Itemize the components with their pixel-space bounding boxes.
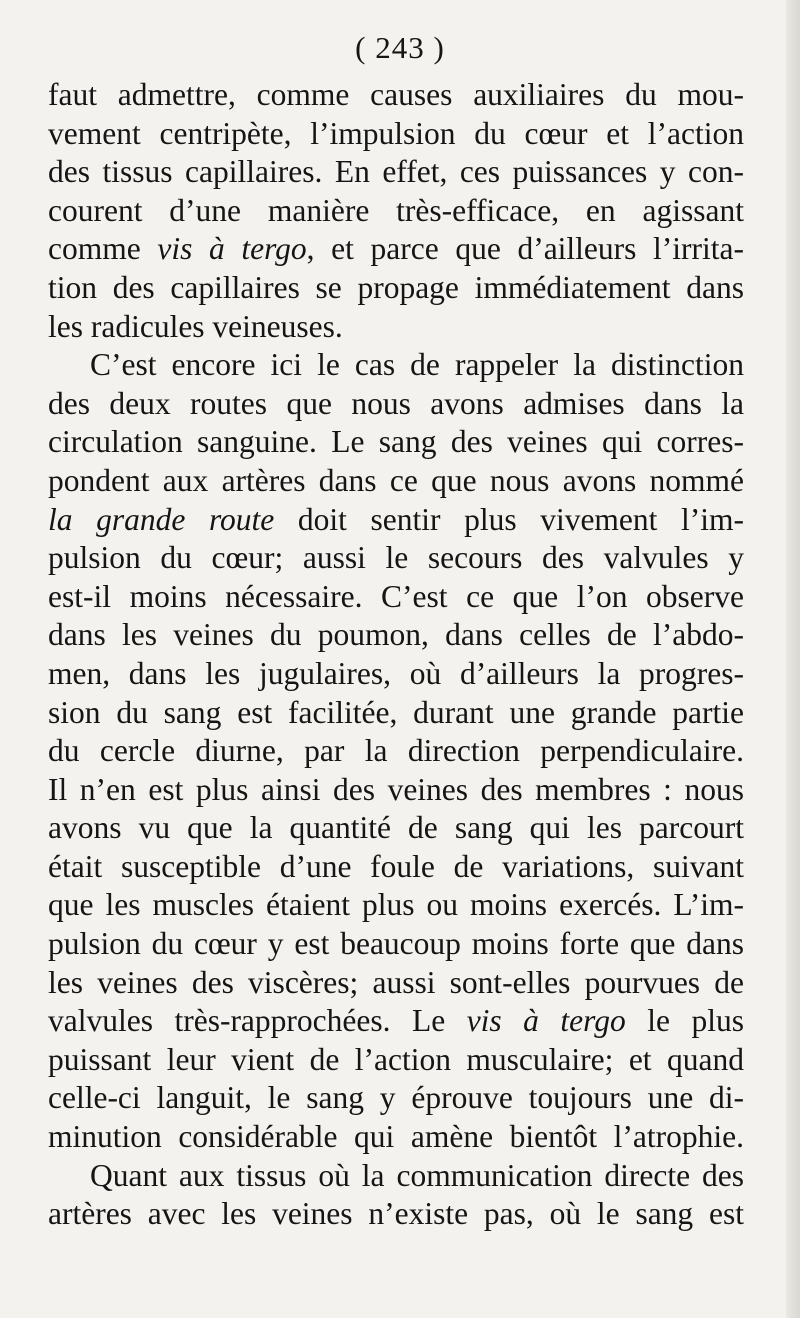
text-segment: du cercle diurne, par la direction perpendiculaire.	[48, 733, 744, 769]
text-line	[48, 269, 744, 308]
text-line	[48, 1002, 744, 1041]
italic-phrase: vis à tergo	[157, 231, 307, 267]
text-segment: valvules très-rapprochées. Le	[48, 1003, 467, 1039]
text-line	[48, 462, 744, 501]
text-line	[48, 385, 744, 424]
text-line	[48, 655, 744, 694]
text-line	[48, 925, 744, 964]
text-segment: artères avec les veines n’existe pas, où le sang est	[48, 1196, 744, 1232]
text-segment: C’est encore ici le cas de rappeler la distinction	[90, 347, 744, 383]
text-segment: tion des capillaires se propage immédiatement dans	[48, 269, 744, 305]
text-segment: vement centripète, l’impulsion du cœur et l’action	[48, 115, 744, 151]
body-text	[48, 76, 744, 1234]
text-line	[48, 1079, 744, 1118]
text-segment: comme	[48, 231, 158, 267]
text-segment: celle-ci languit, le sang y éprouve toujours une di-	[48, 1080, 744, 1116]
text-segment: dans les veines du poumon, dans celles de l’abdo-	[48, 617, 744, 653]
page-edge	[786, 0, 800, 1318]
text-segment: sion du sang est facilitée, durant une grande partie	[48, 694, 744, 730]
text-segment: les veines des viscères; aussi sont-elles pourvues de	[48, 964, 744, 1000]
text-line	[48, 732, 744, 771]
text-line	[48, 1195, 744, 1234]
text-segment: des tissus capillaires. En effet, ces puissances y con-	[48, 154, 744, 190]
text-line	[48, 848, 744, 887]
text-line	[48, 153, 744, 192]
text-segment: était susceptible d’une foule de variations, suivant	[48, 848, 744, 884]
text-segment: pulsion du cœur y est beaucoup moins forte que dans	[48, 926, 744, 962]
text-segment: puissant leur vient de l’action musculaire; et quand	[48, 1041, 744, 1077]
text-line	[48, 230, 744, 269]
text-line	[48, 1157, 744, 1196]
text-line	[48, 423, 744, 462]
text-segment: minution considérable qui amène bientôt l’atrophie.	[48, 1119, 744, 1155]
text-segment: men, dans les jugulaires, où d’ailleurs la progres-	[48, 655, 744, 691]
page-number: ( 243 )	[355, 30, 445, 65]
text-segment: , et parce que d’ailleurs l’irrita-	[306, 231, 744, 267]
text-line	[48, 886, 744, 925]
text-line	[48, 616, 744, 655]
text-segment: pondent aux artères dans ce que nous avons nommé	[48, 462, 744, 498]
text-segment: circulation sanguine. Le sang des veines qui corres-	[48, 424, 744, 460]
text-segment: doit sentir plus vivement l’im-	[274, 501, 744, 537]
text-line	[48, 1118, 744, 1157]
text-line	[48, 308, 744, 347]
text-segment: Il n’en est plus ainsi des veines des membres : nous	[48, 771, 744, 807]
text-line	[48, 964, 744, 1003]
text-segment: pulsion du cœur; aussi le secours des valvules y	[48, 540, 744, 576]
text-line	[48, 76, 744, 115]
italic-phrase: vis à tergo	[466, 1003, 626, 1039]
text-line	[48, 346, 744, 385]
text-line	[48, 694, 744, 733]
text-line	[48, 115, 744, 154]
text-segment: Quant aux tissus où la communication directe des	[90, 1157, 744, 1193]
text-line	[48, 578, 744, 617]
text-line	[48, 809, 744, 848]
text-segment: courent d’une manière très-efficace, en agissant	[48, 192, 744, 228]
text-line	[48, 539, 744, 578]
text-segment: est-il moins nécessaire. C’est ce que l’on observe	[48, 578, 744, 614]
text-segment: des deux routes que nous avons admises dans la	[48, 385, 744, 421]
text-segment: les radicules veineuses.	[48, 308, 343, 344]
italic-phrase: la grande route	[48, 501, 275, 537]
text-line	[48, 1041, 744, 1080]
text-segment: avons vu que la quantité de sang qui les parcourt	[48, 810, 744, 846]
text-line	[48, 192, 744, 231]
text-segment: le plus	[625, 1003, 744, 1039]
text-line	[48, 501, 744, 540]
text-segment: que les muscles étaient plus ou moins exercés. L’im-	[48, 887, 744, 923]
text-line	[48, 771, 744, 810]
text-segment: faut admettre, comme causes auxiliaires du mou-	[48, 77, 744, 112]
